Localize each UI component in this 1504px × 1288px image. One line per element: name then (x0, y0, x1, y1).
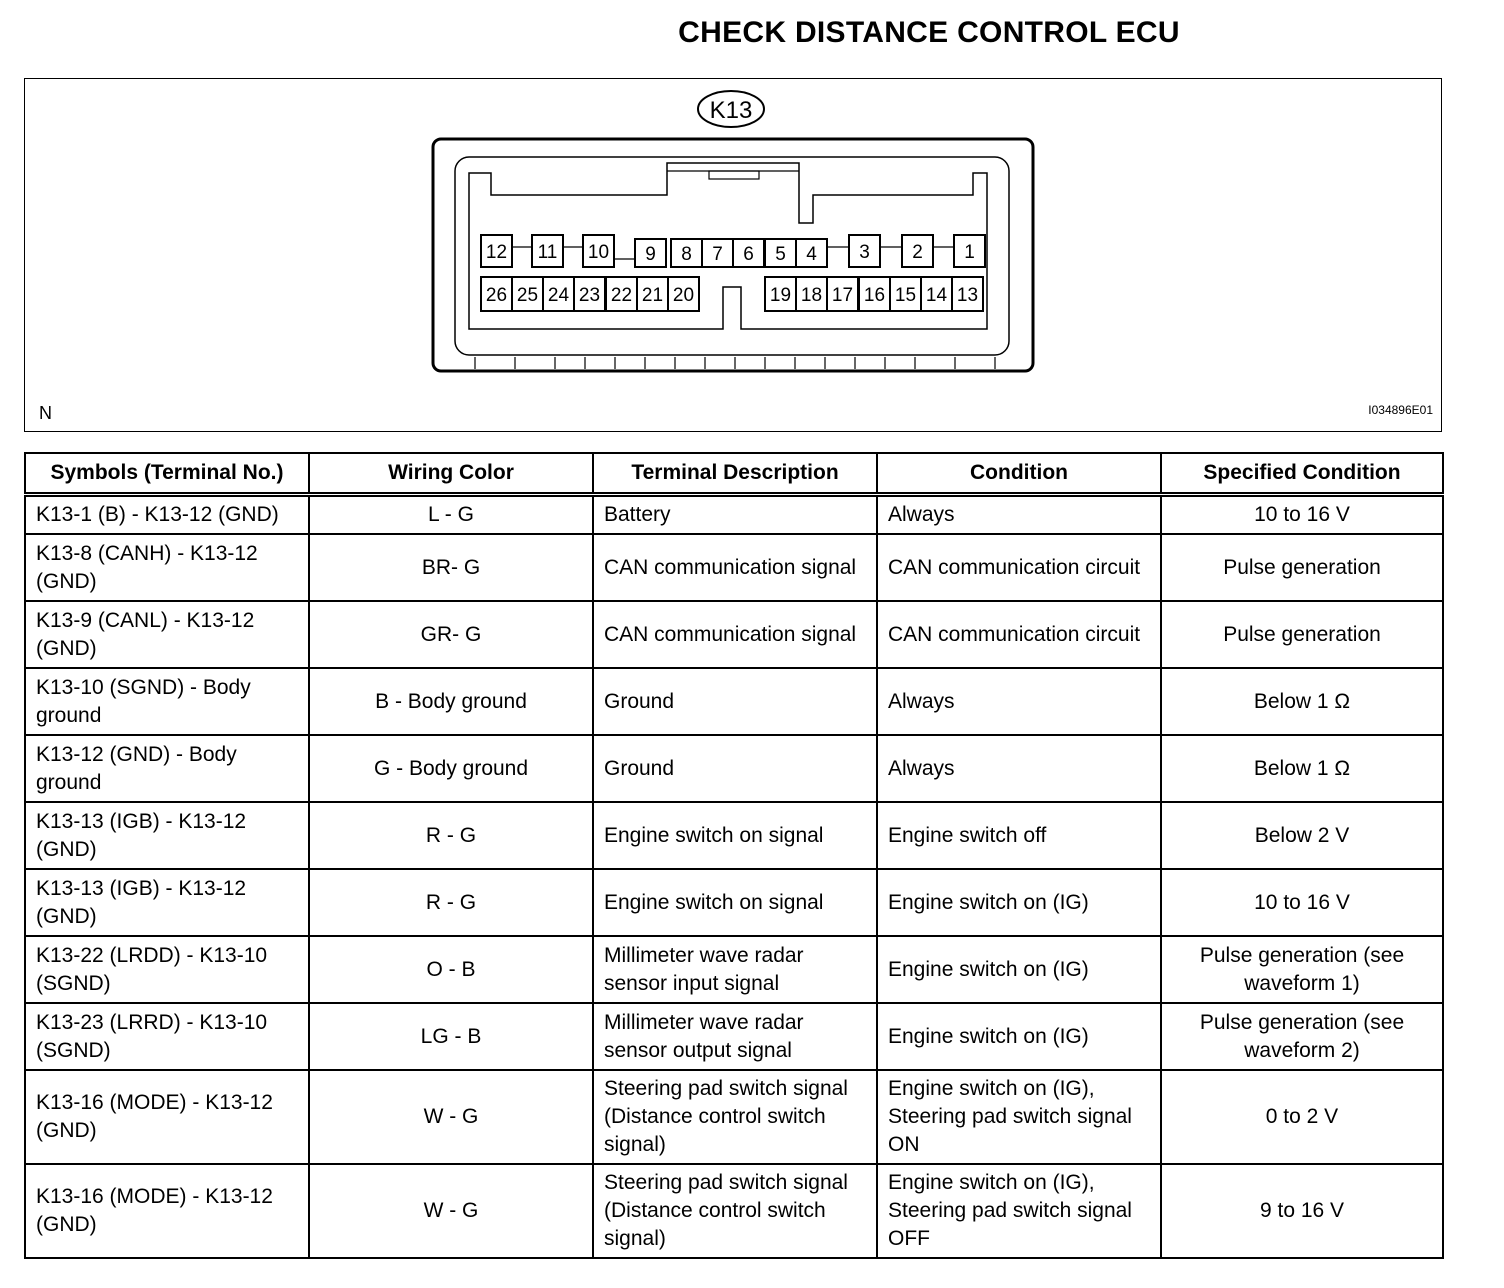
connector-pin-26 (481, 277, 512, 311)
connector-pin-label: 3 (859, 242, 870, 263)
connector-pin-label: 1 (964, 242, 975, 263)
table-header-row (25, 453, 1443, 495)
cell-condition: Always (877, 735, 1161, 802)
connector-pin-15 (890, 277, 921, 311)
cell-symbols: K13-16 (MODE) - K13-12 (GND) (25, 1164, 309, 1258)
connector-pin-12 (481, 235, 512, 267)
cell-wiring-color: R - G (309, 802, 593, 869)
cell-symbols: K13-23 (LRRD) - K13-10 (SGND) (25, 1003, 309, 1070)
connector-pin-label: 24 (547, 285, 570, 306)
cell-symbols: K13-8 (CANH) - K13-12 (GND) (25, 534, 309, 601)
table-row (25, 735, 1443, 802)
cell-terminal-description: Battery (593, 495, 877, 535)
connector-pin-label: 11 (537, 242, 558, 263)
connector-pin-16 (859, 277, 890, 311)
table-row (25, 1164, 1443, 1258)
connector-pin-label: 17 (831, 285, 854, 306)
connector-pin-9 (635, 239, 666, 267)
connector-pin-label: 12 (485, 242, 508, 263)
connector-pin-label: 22 (610, 285, 633, 306)
table-row (25, 668, 1443, 735)
table-row (25, 495, 1443, 535)
cell-wiring-color: G - Body ground (309, 735, 593, 802)
connector-pin-label: 8 (681, 244, 692, 265)
cell-specified-condition: 10 to 16 V (1161, 495, 1443, 535)
cell-specified-condition: Pulse generation (1161, 601, 1443, 668)
cell-condition: Always (877, 668, 1161, 735)
cell-wiring-color: L - G (309, 495, 593, 535)
connector-pin-3 (849, 235, 880, 267)
connector-pin-7 (702, 239, 733, 267)
connector-pin-1 (954, 235, 985, 267)
connector-pin-10 (583, 235, 614, 267)
header-specified-condition: Specified Condition (1161, 453, 1443, 495)
connector-pin-label: 4 (806, 244, 817, 265)
cell-specified-condition: Pulse generation (see waveform 1) (1161, 936, 1443, 1003)
cell-condition: Engine switch on (IG), Steering pad switch signal ON (877, 1070, 1161, 1164)
cell-symbols: K13-16 (MODE) - K13-12 (GND) (25, 1070, 309, 1164)
connector-pin-label: 20 (672, 285, 695, 306)
connector-pin-19 (765, 277, 796, 311)
connector-diagram (25, 79, 1441, 431)
cell-wiring-color: LG - B (309, 1003, 593, 1070)
cell-wiring-color: GR- G (309, 601, 593, 668)
connector-pin-label: 9 (645, 244, 656, 265)
cell-symbols: K13-9 (CANL) - K13-12 (GND) (25, 601, 309, 668)
cell-condition: Always (877, 495, 1161, 535)
table-row (25, 869, 1443, 936)
connector-pin-13 (952, 277, 983, 311)
cell-condition: Engine switch on (IG) (877, 869, 1161, 936)
connector-pin-17 (827, 277, 858, 311)
connector-pin-label: 15 (894, 285, 917, 306)
cell-condition: CAN communication circuit (877, 534, 1161, 601)
cell-wiring-color: W - G (309, 1070, 593, 1164)
cell-specified-condition: 0 to 2 V (1161, 1070, 1443, 1164)
cell-condition: Engine switch off (877, 802, 1161, 869)
connector-pin-2 (902, 235, 933, 267)
cell-symbols: K13-12 (GND) - Body ground (25, 735, 309, 802)
connector-pin-4 (796, 239, 827, 267)
cell-condition: CAN communication circuit (877, 601, 1161, 668)
connector-pin-label: 26 (485, 285, 508, 306)
cell-terminal-description: Ground (593, 735, 877, 802)
cell-symbols: K13-1 (B) - K13-12 (GND) (25, 495, 309, 535)
connector-label: K13 (709, 97, 753, 124)
cell-symbols: K13-22 (LRDD) - K13-10 (SGND) (25, 936, 309, 1003)
header-symbols: Symbols (Terminal No.) (25, 453, 309, 495)
table-row (25, 534, 1443, 601)
table-row (25, 601, 1443, 668)
connector-figure (24, 78, 1442, 432)
connector-pin-label: 6 (743, 244, 754, 265)
connector-pin-22 (606, 277, 637, 311)
connector-pins-top (481, 235, 985, 267)
cell-terminal-description: Millimeter wave radar sensor output signal (593, 1003, 877, 1070)
connector-pin-label: 14 (925, 285, 948, 306)
cell-specified-condition: Below 1 Ω (1161, 735, 1443, 802)
table-row (25, 802, 1443, 869)
connector-pin-label: 7 (712, 244, 723, 265)
cell-wiring-color: O - B (309, 936, 593, 1003)
connector-pin-label: 25 (516, 285, 539, 306)
cell-specified-condition: 9 to 16 V (1161, 1164, 1443, 1258)
connector-pin-18 (796, 277, 827, 311)
cell-specified-condition: 10 to 16 V (1161, 869, 1443, 936)
connector-pin-label: 19 (769, 285, 792, 306)
table-row (25, 1070, 1443, 1164)
table-row (25, 1003, 1443, 1070)
cell-wiring-color: B - Body ground (309, 668, 593, 735)
connector-pin-8 (671, 239, 702, 267)
connector-pin-6 (733, 239, 764, 267)
cell-terminal-description: CAN communication signal (593, 601, 877, 668)
specification-table (24, 452, 1444, 1259)
cell-terminal-description: Steering pad switch signal (Distance control switch signal) (593, 1070, 877, 1164)
cell-condition: Engine switch on (IG) (877, 1003, 1161, 1070)
connector-pin-21 (637, 277, 668, 311)
header-terminal-description: Terminal Description (593, 453, 877, 495)
connector-pin-label: 21 (641, 285, 664, 306)
cell-terminal-description: Steering pad switch signal (Distance control switch signal) (593, 1164, 877, 1258)
connector-pin-label: 10 (587, 242, 610, 263)
cell-specified-condition: Below 1 Ω (1161, 668, 1443, 735)
cell-wiring-color: BR- G (309, 534, 593, 601)
table-row (25, 936, 1443, 1003)
connector-pin-23 (574, 277, 605, 311)
connector-pin-20 (668, 277, 699, 311)
connector-pin-label: 2 (912, 242, 923, 263)
cell-terminal-description: Engine switch on signal (593, 802, 877, 869)
cell-symbols: K13-13 (IGB) - K13-12 (GND) (25, 869, 309, 936)
cell-wiring-color: W - G (309, 1164, 593, 1258)
header-wiring-color: Wiring Color (309, 453, 593, 495)
cell-specified-condition: Below 2 V (1161, 802, 1443, 869)
cell-terminal-description: Millimeter wave radar sensor input signal (593, 936, 877, 1003)
connector-pin-24 (543, 277, 574, 311)
cell-condition: Engine switch on (IG) (877, 936, 1161, 1003)
connector-pin-label: 18 (800, 285, 823, 306)
connector-pin-label: 5 (775, 244, 786, 265)
cell-specified-condition: Pulse generation (1161, 534, 1443, 601)
figure-code: I034896E01 (1368, 403, 1433, 417)
connector-pin-25 (512, 277, 543, 311)
connector-pin-5 (765, 239, 796, 267)
cell-specified-condition: Pulse generation (see waveform 2) (1161, 1003, 1443, 1070)
connector-pin-14 (921, 277, 952, 311)
cell-terminal-description: CAN communication signal (593, 534, 877, 601)
cell-terminal-description: Engine switch on signal (593, 869, 877, 936)
figure-corner-label: N (39, 403, 52, 423)
header-condition: Condition (877, 453, 1161, 495)
cell-symbols: K13-10 (SGND) - Body ground (25, 668, 309, 735)
cell-symbols: K13-13 (IGB) - K13-12 (GND) (25, 802, 309, 869)
connector-pin-label: 13 (956, 285, 979, 306)
cell-terminal-description: Ground (593, 668, 877, 735)
connector-pin-label: 16 (863, 285, 886, 306)
page-title: CHECK DISTANCE CONTROL ECU (678, 16, 1180, 49)
cell-wiring-color: R - G (309, 869, 593, 936)
connector-pin-11 (532, 235, 563, 267)
connector-pin-label: 23 (578, 285, 601, 306)
cell-condition: Engine switch on (IG), Steering pad switch signal OFF (877, 1164, 1161, 1258)
